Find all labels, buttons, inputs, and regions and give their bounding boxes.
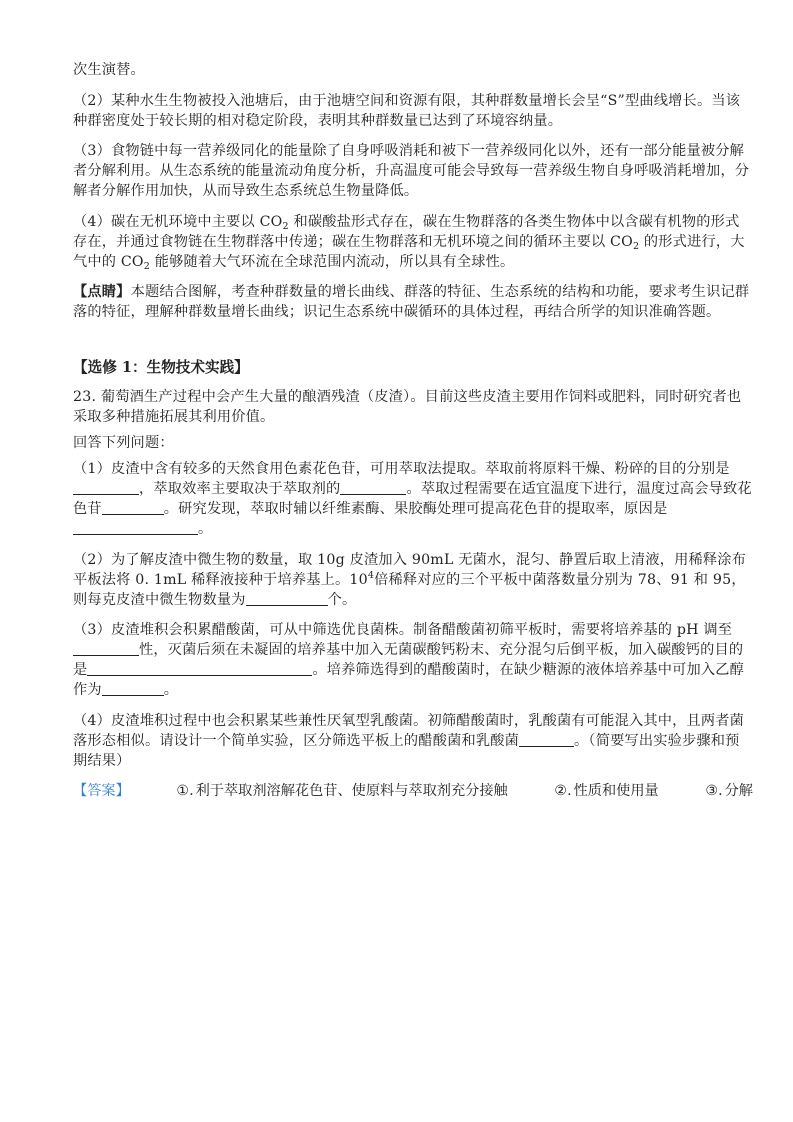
subquestion-3: （3）皮渣堆积会积累醋酸菌，可从中筛选优良菌株。制备醋酸菌初筛平板时，需要将培养基的 pH 调至 性，灭菌后须在未凝固的培养基中加入无菌碳酸钙粉末、充分混匀后倒平板，加入碳酸钙的目的是 。培养筛选得到的醋酸菌时，在缺少糖源的液体培养基中可加入乙醇作为 。 bbox=[73, 622, 745, 698]
subquestion-2: （2）为了解皮渣中微生物的数量，取 10g 皮渣加入 90mL 无菌水，混匀、静置后取上清液，用稀释涂布平板法将 0. 1mL 稀释液接种于培养基上。$10^4$倍稀释对应的三个平板中菌落数量分别为 78、91 和 95，则每克皮渣中微生物数量为 个。 bbox=[73, 551, 747, 608]
answer-item-3: ③. 分解 bbox=[705, 783, 753, 799]
question-23-stem: 23. 葡萄酒生产过程中会产生大量的酿酒残渣（皮渣）。目前这些皮渣主要用作饲料或肥料，同时研究者也采取多种措施拓展其利用价值。 bbox=[73, 389, 742, 425]
commentary-paragraph: 【点睛】本题结合图解，考查种群数量的增长曲线、群落的特征、生态系统的结构和功能，要求考生识记群落的特征，理解种群数量增长曲线；识记生态系统中碳循环的具体过程，再结合所学的知识准确答题。 bbox=[73, 284, 750, 320]
answer-row bbox=[73, 781, 753, 801]
section-heading: 【选修 1：生物技术实践】 bbox=[73, 359, 249, 376]
answer-blank bbox=[519, 732, 574, 747]
answer-blank bbox=[73, 641, 139, 656]
subquestion-4: （4）皮渣堆积过程中也会积累某些兼性厌氧型乳酸菌。初筛醋酸菌时，乳酸菌有可能混入其中，且两者菌落形态相似。请设计一个简单实验，区分筛选平板上的醋酸菌和乳酸菌 。（简要写出实验步骤和预期结果） bbox=[73, 712, 745, 769]
answer-blank bbox=[73, 480, 139, 495]
paragraph-1: （2）某种水生生物被投入池塘后，由于池塘空间和资源有限，其种群数量增长会呈“S”型曲线增长。当该种群密度处于较长期的相对稳定阶段，表明其种群数量已达到了环境容纳量。 bbox=[73, 92, 741, 129]
subquestion-1: （1）皮渣中含有较多的天然食用色素花色苷，可用萃取法提取。萃取前将原料干燥、粉碎的目的分别是 ，萃取效率主要取决于萃取剂的 。萃取过程需要在适宜温度下进行，温度过高会导致花色苷 。研究发现，萃取时辅以纤维素酶、果胶酶处理可提高花色苷的提取率，原因是 。 bbox=[73, 461, 752, 537]
answer-blank bbox=[87, 661, 312, 676]
question-prompt: 回答下列问题： bbox=[73, 435, 174, 451]
answer-blank bbox=[73, 520, 198, 535]
paragraph-3: （4）碳在无机环境中主要以 $CO_2$ 和碳酸盐形式存在，碳在生物群落的各类生物体中以含碳有机物的形式存在，并通过食物链在生物群落中传递；碳在生物群落和无机环境之间的循环主要以 $CO_2$ 的形式进行，大气中的 $CO_2$ 能够随着大气环流在全球范围内流动，所以具有全球性。 bbox=[73, 213, 745, 272]
answer-item-1: ①. 利于萃取剂溶解花色苷、使原料与萃取剂充分接触 bbox=[176, 783, 508, 799]
paragraph-0: 次生演替。 bbox=[73, 62, 145, 78]
paragraph-2: （3）食物链中每一营养级同化的能量除了自身呼吸消耗和被下一营养级同化以外，还有一部分能量被分解者分解利用。从生态系统的能量流动角度分析，升高温度可能会导致每一营养级生物自身呼吸消耗增加，分解者分解作用加快，从而导致生态系统总生物量降低。 bbox=[73, 143, 750, 199]
answer-blank bbox=[340, 480, 406, 495]
answer-blank bbox=[246, 591, 328, 606]
answer-blank bbox=[102, 500, 164, 515]
answer-blank bbox=[102, 681, 164, 696]
document-page bbox=[73, 60, 753, 801]
answer-item-2: ②. 性质和使用量 bbox=[554, 783, 659, 799]
answer-label: 【答案】 bbox=[73, 783, 130, 799]
